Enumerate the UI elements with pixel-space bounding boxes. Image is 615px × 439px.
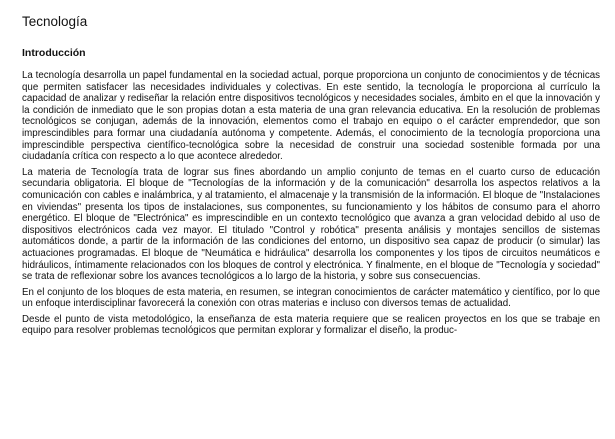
section-heading: Introducción (22, 47, 86, 59)
paragraph-2: La materia de Tecnología trata de lograr sus fines abordando un amplio conjunto de temas en el cuarto curso de educación secundaria obligatoria. El bloque de "Tecnologías de la información y de la comunicación" desarrolla los aspectos relativos a la comunicación con cables e inalámbrica, y al tratamiento, el almacenaje y la transmisión de la información. El bloque de "Instalaciones en viviendas" presenta los tipos de instalaciones, sus componentes, su funcionamiento y los hábitos de consumo para el ahorro energético. El bloque de "Electrónica" es imprescindible en un contexto tecnológico que avanza a gran velocidad debido al uso de dispositivos electrónicos cada vez mayor. El titulado "Control y robótica" presenta análisis y montajes sencillos de sistemas automáticos donde, a partir de la información de las condiciones del entorno, un dispositivo sea capaz de producir (o simular) las actuaciones programadas. El bloque de "Neumática e hidráulica" desarrolla los componentes y los tipos de circuitos neumáticos e hidráulicos, íntimamente relacionados con los bloques de control y electrónica. Y finalmente, en el bloque de "Tecnología y sociedad" se trata de reflexionar sobre los avances tecnológicos a lo largo de la historia, y sobre sus consecuencias. (22, 166, 600, 283)
paragraph-3: En el conjunto de los bloques de esta materia, en resumen, se integran conocimientos de carácter matemático y científico, por lo que un enfoque interdisciplinar favorecerá la conexión con otras materias e incluso con diversos temas de actualidad. (22, 286, 600, 310)
page-title: Tecnología (22, 14, 88, 29)
paragraph-1: La tecnología desarrolla un papel fundamental en la sociedad actual, porque proporciona un conjunto de conocimientos y de técnicas que permiten satisfacer las necesidades individuales y colectivas. En este sentido, la tecnología le proporciona al currículo la capacidad de analizar y rediseñar la relación entre dispositivos tecnológicos y necesidades sociales, ámbito en el que la innovación y la condición de inmediato que le son propias dotan a esta materia de una gran relevancia educativa. En la resolución de problemas tecnológicos se conjugan, además de la innovación, elementos como el trabajo en equipo o el carácter emprendedor, que son imprescindibles para formar una ciudadanía autónoma y competente. Además, el conocimiento de la tecnología proporciona una imprescindible perspectiva científico-tecnológica sobre la necesidad de construir una sociedad sostenible formada por una ciudadanía crítica con respecto a lo que acontece alrededor. (22, 70, 600, 163)
document-body (22, 70, 600, 341)
paragraph-4: Desde el punto de vista metodológico, la enseñanza de esta materia requiere que se realicen proyectos en los que se trabaje en equipo para resolver problemas tecnológicos que permitan explorar y formalizar el diseño, la produc- (22, 313, 600, 337)
